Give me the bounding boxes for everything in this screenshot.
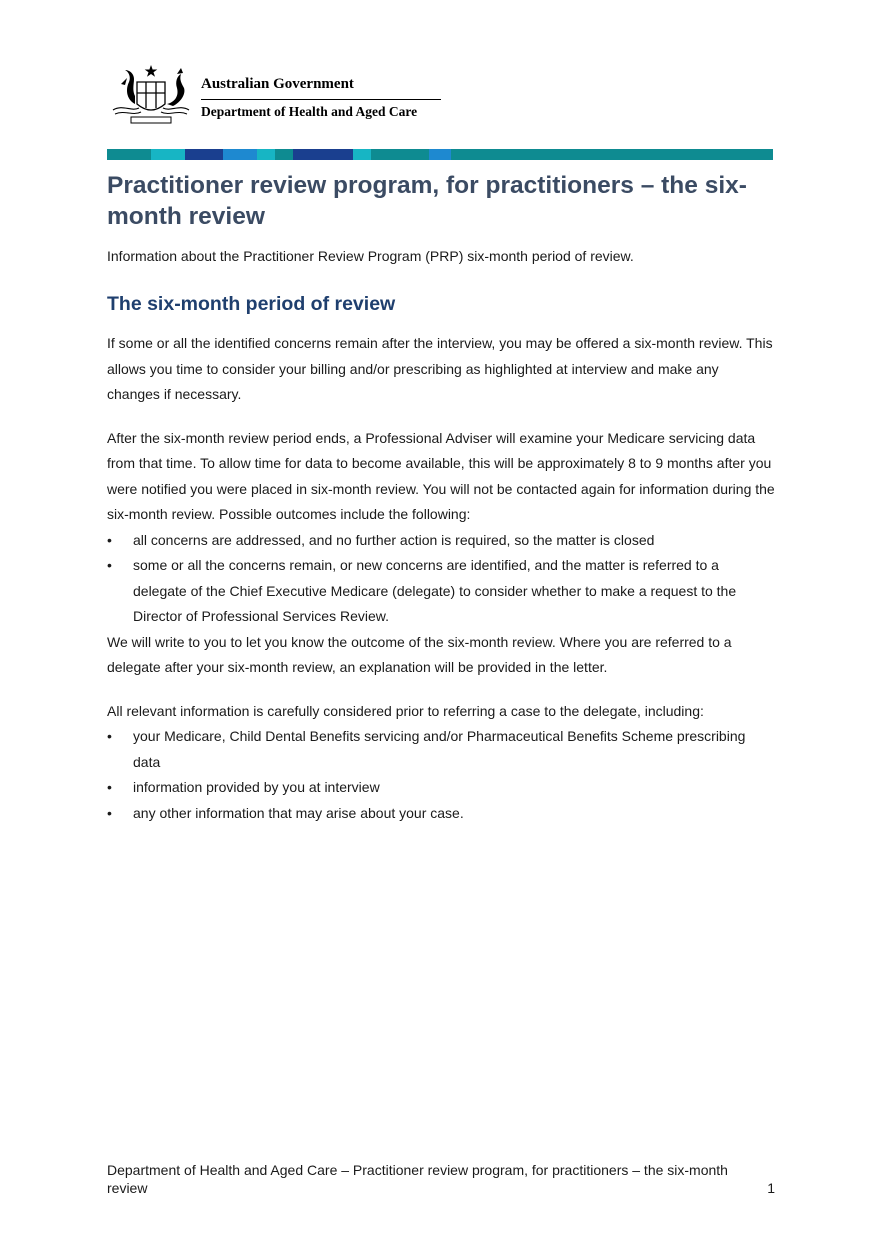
page-number: 1 <box>767 1180 775 1196</box>
page-title: Practitioner review program, for practitioners – the six-month review <box>107 172 747 230</box>
paragraph-examination: After the six-month review period ends, a Professional Adviser will examine your Medicare servicing data from that time. To allow time for data to become available, this will be approximately 8 to 9 months after you were notified you were placed in six-month review. You will not be contacted again for information during the six-month review. Possible outcomes include the following: <box>107 429 775 522</box>
bullet-icon: • <box>107 728 112 744</box>
header-divider <box>201 99 441 100</box>
stripe-segment <box>185 149 223 160</box>
list-item: • your Medicare, Child Dental Benefits servicing and/or Pharmaceutical Benefits Scheme prescribing data <box>107 724 775 775</box>
stripe-segment <box>223 149 257 160</box>
page-footer <box>107 1161 775 1197</box>
list-item: • information provided by you at interview <box>107 775 775 801</box>
stripe-segment <box>275 149 293 160</box>
list-item: • all concerns are addressed, and no further action is required, so the matter is closed <box>107 528 775 554</box>
coat-of-arms-icon <box>107 60 195 126</box>
intro-text: Information about the Practitioner Review Program (PRP) six-month period of review. <box>107 248 634 264</box>
footer-text: Department of Health and Aged Care – Practitioner review program, for practitioners – the six-month <box>107 1162 728 1178</box>
bullet-icon: • <box>107 804 112 821</box>
section-heading: The six-month period of review <box>107 293 396 315</box>
stripe-segment <box>107 149 151 160</box>
stripe-segment <box>257 149 275 160</box>
government-header <box>107 60 447 126</box>
stripe-segment <box>293 149 353 160</box>
bullet-icon: • <box>107 779 112 795</box>
bullet-icon: • <box>107 557 112 573</box>
department-name: Department of Health and Aged Care <box>201 104 418 119</box>
stripe-segment <box>451 149 773 160</box>
considerations-list <box>107 724 775 826</box>
bullet-icon: • <box>107 531 112 548</box>
paragraph-outcome-letter: We will write to you to let you know the outcome of the six-month review. Where you are referred to a delegate after your six-month review, an explanation will be provided in the letter. <box>107 633 732 675</box>
stripe-segment <box>353 149 371 160</box>
outcomes-list <box>107 528 775 630</box>
stripe-segment <box>151 149 185 160</box>
stripe-segment <box>429 149 451 160</box>
government-name: Australian Government <box>201 76 354 92</box>
document-body <box>107 170 775 826</box>
list-item: • some or all the concerns remain, or new concerns are identified, and the matter is referred to a delegate of the Chief Executive Medicare (delegate) to consider whether to make a request to the Director of Professional Services Review. <box>107 553 775 630</box>
list-item: • any other information that may arise about your case. <box>107 801 775 827</box>
paragraph-considerations: All relevant information is carefully considered prior to referring a case to the delegate, including: <box>107 702 704 719</box>
footer-text-continued: review <box>107 1180 148 1196</box>
decorative-color-stripe <box>107 149 773 160</box>
stripe-segment <box>371 149 429 160</box>
paragraph-offer: If some or all the identified concerns remain after the interview, you may be offered a six-month review. This allows you time to consider your billing and/or prescribing as highlighted at interview and make any changes if necessary. <box>107 335 773 402</box>
